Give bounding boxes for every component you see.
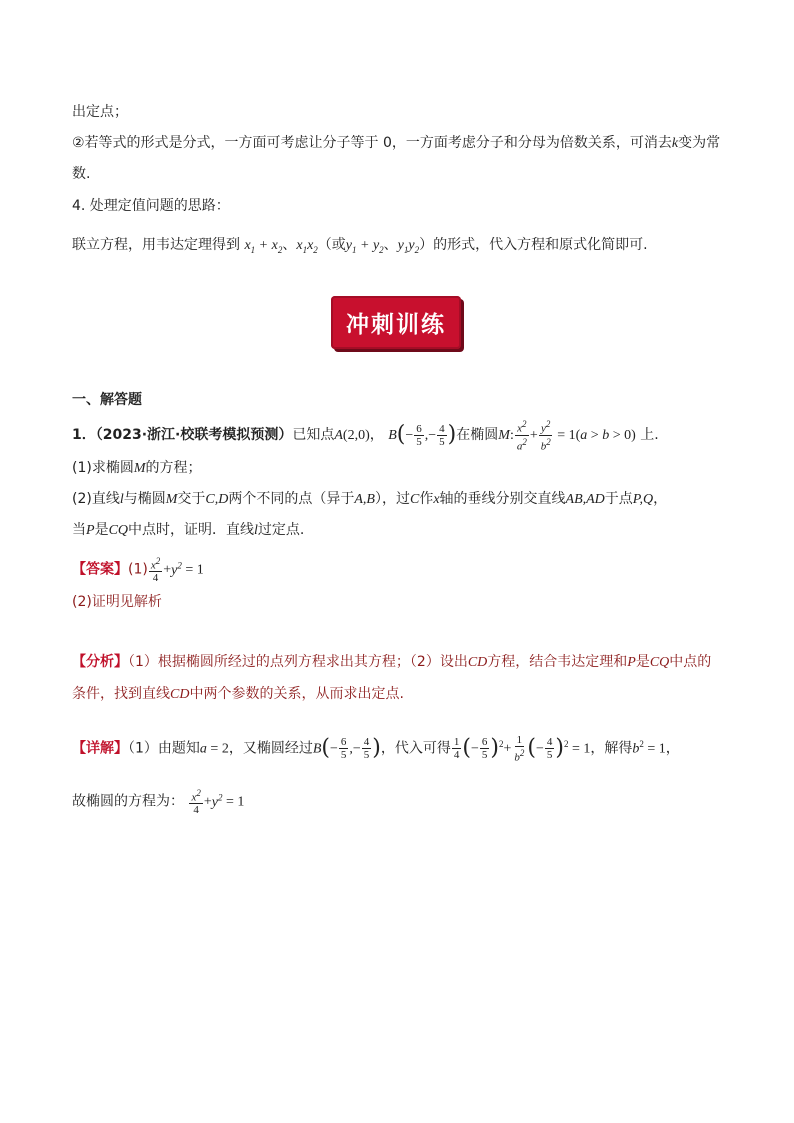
analysis-tag: 【分析】 [72, 654, 128, 670]
formula-product-y: $y_1y_2$ [397, 238, 420, 255]
answer-line-2: (2)证明见解析 [72, 594, 162, 610]
formula-product-x: $x_1x_2$ [296, 238, 318, 255]
question-1: (1)求椭圆M的方程； [72, 460, 202, 476]
intro-line-2: ②若等式的形式是分式，一方面可考虑让分子等于 0，一方面考虑分子和分母为倍数关系，可消去k变为常 [72, 135, 721, 151]
intro-line-3: 数. [72, 166, 91, 182]
question-2-cont: 当P是CQ中点时，证明．直线l过定点. [72, 522, 305, 538]
section-title: 一、解答题 [72, 392, 142, 408]
answer-tag: 【答案】 [72, 561, 128, 578]
point-a: A [334, 428, 343, 444]
detail-line-1: 【详解】（1）由题知a = 2，又椭圆经过B(− $\frac{6}{5}$ ,− $\frac{4}{5}$ )，代入可得 $\frac{1}{4}$ (− $\frac{6}{5}$ )$^2$+ $\frac{1}{b^2}$ (− $\frac{4}{5}$ )$^2$ = 1，解得$b^2 = 1$， [72, 733, 680, 764]
formula-sum-y: $y_1 + y_2$ [345, 238, 384, 255]
question-2: (2)直线l与椭圆M交于C,D两个不同的点（异于A,B），过C作x轴的垂线分别交直线AB,AD于点P,Q， [72, 491, 668, 507]
answer-line-1: 【答案】(1) $\frac{x^2}{4}$ $+y^2 = 1$ [72, 555, 204, 585]
intro-line-1: 出定点； [72, 104, 128, 120]
k-symbol: k [671, 136, 679, 151]
detail-conclusion: 故椭圆的方程为： $\frac{x^2}{4}$ $+y^2 = 1$ [72, 787, 245, 817]
sprint-training-banner: 冲刺训练 [331, 296, 461, 349]
intro-heading-4: 4. 处理定值问题的思路： [72, 198, 230, 214]
point-b: B [388, 428, 397, 444]
intro-line-5: 联立方程，用韦达定理得到 $x_1 + x_2$、$x_1x_2$（或$y_1 + y_2$、$y_1y_2$）的形式，代入方程和原式化简即可. [72, 237, 648, 255]
problem-source: （2023·浙江·校联考模拟预测） [95, 427, 293, 444]
detail-tag: 【详解】 [72, 740, 128, 757]
formula-sum-x: $x_1 + x_2$ [244, 238, 283, 255]
analysis-line-2: 条件，找到直线CD中两个参数的关系，从而求出定点. [72, 686, 404, 702]
analysis-line-1: 【分析】（1）根据椭圆所经过的点列方程求出其方程；（2）设出CD方程，结合韦达定理和P是CQ中点的 [72, 654, 712, 670]
problem-statement: 1．（2023·浙江·校联考模拟预测）已知点A(2,0)， B(− $\frac{6}{5}$ ,− $\frac{4}{5}$ )在椭圆M: $\frac{x^2}{a^2}$ + $\frac{y^2}{b^2}$ = 1(a > b > 0) 上. [72, 419, 659, 453]
